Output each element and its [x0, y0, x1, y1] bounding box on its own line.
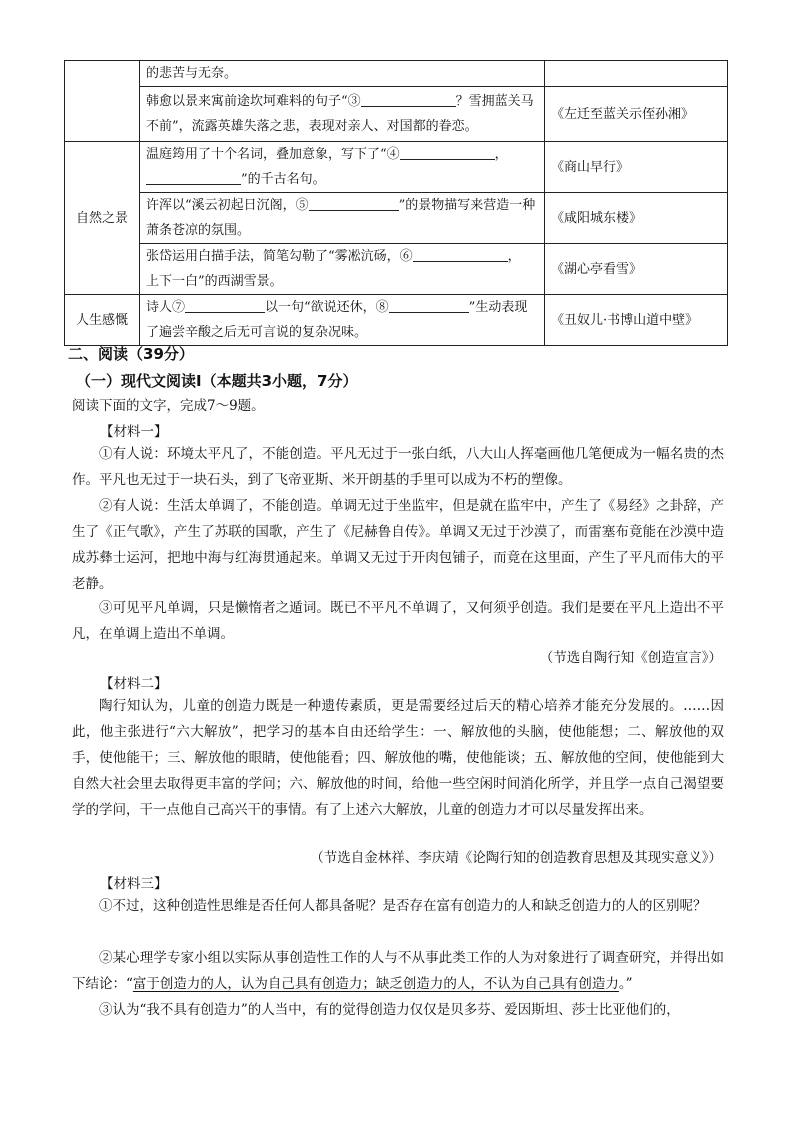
paragraph: ③认为“我不具有创造力”的人当中，有的觉得创造力仅仅是贝多芬、爱因斯坦、莎士比亚他们的， [99, 1002, 680, 1018]
source-cell [545, 61, 728, 87]
source-cell: 《左迁至蓝关示侄孙湘》 [545, 87, 728, 142]
category-cell [65, 61, 140, 142]
description-cell: 的悲苦与无奈。 [140, 61, 545, 87]
table-row [65, 193, 728, 244]
material-label: 【材料三】 [100, 876, 168, 892]
material-label: 【材料二】 [100, 676, 168, 692]
table-row [65, 61, 728, 87]
fill-blank[interactable] [400, 145, 495, 160]
paragraph: 陶行知认为，儿童的创造力既是一种遗传素质，更是需要经过后天的精心培养才能充分发展的。……因此，他主张进行“六大解放”，把学习的基本自由还给学生：一、解放他的头脑，使他能想；二、解放他的双手，使他能干；三、解放他的眼睛，使他能看；四、解放他的嘴，使他能谈；五、解放他的空间，使他能到大自然大社会里去取得更丰富的学问；六、解放他的时间，给他一些空闲时间消化所学，并且学一点自己渴望要学的学问，干一点他自己高兴干的事情。有了上述六大解放，儿童的创造力才可以尽量发挥出来。 [72, 698, 724, 818]
description-cell: 温庭筠用了十个名词，叠加意象，写下了“④ ， ”的千古名句。 [140, 142, 545, 193]
source-cell: 《咸阳城东楼》 [545, 193, 728, 244]
description-cell: 张岱运用白描手法，简笔勾勒了“雾凇沆砀，⑥ ， 上下一白”的西湖雪景。 [140, 244, 545, 295]
description-cell: 诗人⑦ 以一句“欲说还休，⑧ ”生动表现了遍尝辛酸之后无可言说的复杂况味。 [140, 295, 545, 346]
section-subtitle: （一）现代文阅读Ⅰ（本题共3小题，7分） [76, 372, 358, 390]
fill-blank[interactable] [309, 196, 399, 211]
table-row [65, 295, 728, 346]
description-cell: 韩愈以景来寓前途坎坷难料的句子“③ ？雪拥蓝关马不前”，流露英雄失落之悲，表现对亲人、对国都的眷恋。 [140, 87, 545, 142]
table-row [65, 244, 728, 295]
fill-blank[interactable] [413, 247, 508, 262]
source-citation: （节选自陶行知《创造宣言》） [539, 650, 722, 666]
paragraph: ①不过，这种创造性思维是否任何人都具备呢？是否存在富有创造力的人和缺乏创造力的人的区别呢？ [99, 898, 707, 914]
fill-blank[interactable] [361, 92, 456, 107]
source-citation: （节选自金林祥、李庆靖《论陶行知的创造教育思想及其现实意义》） [310, 850, 722, 866]
material-label: 【材料一】 [100, 424, 168, 440]
instruction: 阅读下面的文字，完成7～9题。 [72, 398, 265, 414]
table-row [65, 87, 728, 142]
paragraph: ②某心理学专家小组以实际从事创造性工作的人与不从事此类工作的人为对象进行了调查研究，并得出如下结论：“富于创造力的人，认为自己具有创造力；缺乏创造力的人，不认为自己具有创造力。” [72, 950, 724, 992]
fill-blank[interactable] [389, 298, 469, 313]
source-cell: 《商山早行》 [545, 142, 728, 193]
source-cell: 《丑奴儿·书博山道中壁》 [545, 295, 728, 346]
category-cell: 人生感慨 [65, 295, 140, 346]
category-cell: 自然之景 [65, 142, 140, 295]
underlined-quote: 富于创造力的人，认为自己具有创造力；缺乏创造力的人，不认为自己具有创造力 [132, 976, 619, 992]
paragraph: ①有人说：环境太平凡了，不能创造。平凡无过于一张白纸，八大山人挥毫画他几笔便成为一幅名贵的杰作。平凡也无过于一块石头，到了飞帝亚斯、米开朗基的手里可以成为不朽的塑像。 [72, 446, 724, 488]
fill-blank[interactable] [185, 298, 265, 313]
paragraph: ③可见平凡单调，只是懒惰者之遁词。既已不平凡不单调了，又何须乎创造。我们是要在平凡上造出不平凡，在单调上造出不单调。 [72, 600, 724, 642]
fill-blank[interactable] [146, 170, 241, 185]
paragraph: ②有人说：生活太单调了，不能创造。单调无过于坐监牢，但是就在监牢中，产生了《易经》之卦辞，产生了《正气歌》，产生了苏联的国歌，产生了《尼赫鲁自传》。单调又无过于沙漠了，而雷塞布竟能在沙漠中造成苏彝士运河，把地中海与红海贯通起来。单调又无过于开肉包铺子，而竟在这里面，产生了平凡而伟大的平老静。 [72, 498, 724, 592]
source-cell: 《湖心亭看雪》 [545, 244, 728, 295]
description-cell: 许浑以“溪云初起日沉阁，⑤ ”的景物描写来营造一种萧条苍凉的氛围。 [140, 193, 545, 244]
section-title: 二、阅读（39分） [68, 345, 194, 363]
table-row [65, 142, 728, 193]
poetry-table [64, 60, 728, 346]
